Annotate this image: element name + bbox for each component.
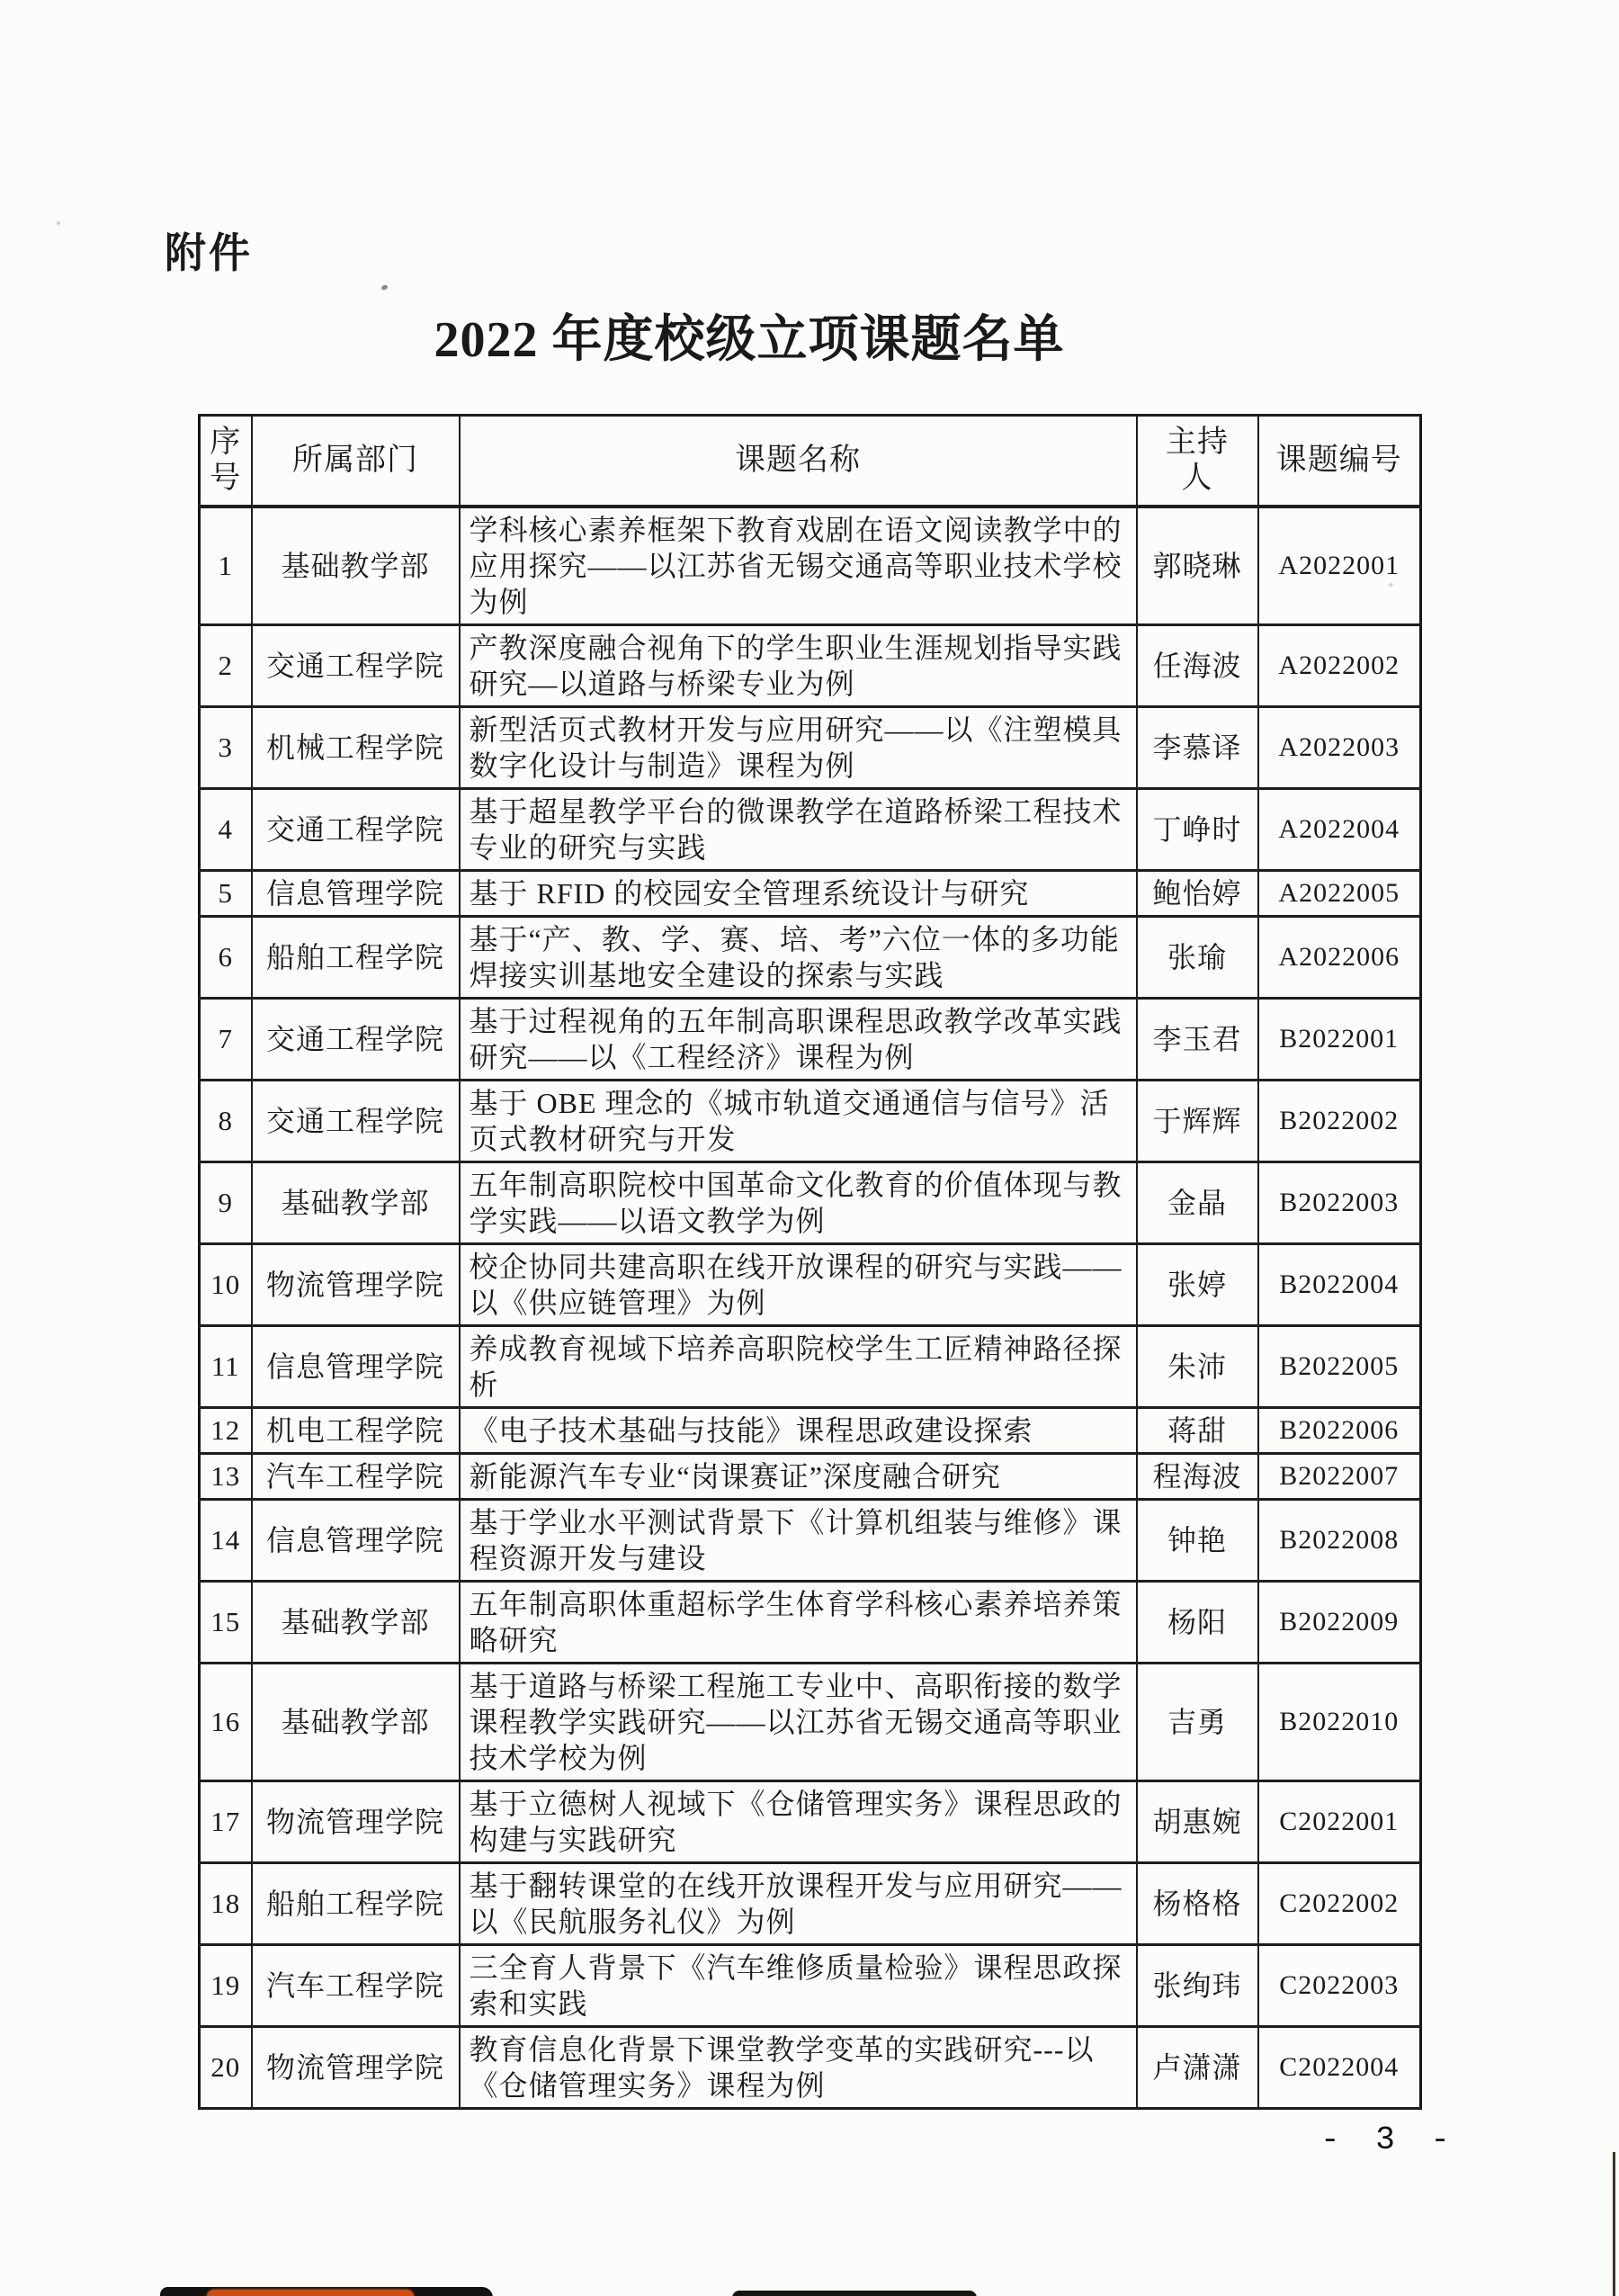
- cell-code: B2022005: [1258, 1326, 1421, 1408]
- table-row: [200, 625, 1421, 707]
- table-row: [200, 2027, 1421, 2109]
- cell-leader: 郭晓琳: [1137, 507, 1258, 625]
- cell-leader: 李慕译: [1137, 707, 1258, 789]
- cell-code: A2022005: [1258, 871, 1421, 917]
- cell-project-title: 基于翻转课堂的在线开放课程开发与应用研究——以《民航服务礼仪》为例: [460, 1863, 1137, 1945]
- table-row: [200, 1500, 1421, 1582]
- table-row: [200, 507, 1421, 625]
- cell-leader: 钟艳: [1137, 1500, 1258, 1582]
- cell-department: 物流管理学院: [252, 1781, 460, 1863]
- cell-project-title: 产教深度融合视角下的学生职业生涯规划指导实践研究—以道路与桥梁专业为例: [460, 625, 1137, 707]
- table-row: [200, 999, 1421, 1081]
- table-body: [200, 507, 1421, 2109]
- cell-leader: 胡惠婉: [1137, 1781, 1258, 1863]
- cell-code: B2022004: [1258, 1244, 1421, 1326]
- cell-code: B2022007: [1258, 1454, 1421, 1500]
- cell-code: A2022002: [1258, 625, 1421, 707]
- scan-speck: [1389, 583, 1393, 587]
- cell-no: 2: [200, 625, 252, 707]
- cell-leader: 张绚玮: [1137, 1945, 1258, 2027]
- cell-code: B2022009: [1258, 1582, 1421, 1664]
- cell-project-title: 五年制高职体重超标学生体育学科核心素养培养策略研究: [460, 1582, 1137, 1664]
- cell-project-title: 基于立德树人视域下《仓储管理实务》课程思政的构建与实践研究: [460, 1781, 1137, 1863]
- cell-department: 基础教学部: [252, 1582, 460, 1664]
- cell-department: 交通工程学院: [252, 625, 460, 707]
- cell-no: 7: [200, 999, 252, 1081]
- table-row: [200, 1454, 1421, 1500]
- cell-project-title: 三全育人背景下《汽车维修质量检验》课程思政探索和实践: [460, 1945, 1137, 2027]
- cell-code: C2022002: [1258, 1863, 1421, 1945]
- cell-project-title: 养成教育视域下培养高职院校学生工匠精神路径探析: [460, 1326, 1137, 1408]
- cell-code: A2022006: [1258, 917, 1421, 999]
- cell-no: 6: [200, 917, 252, 999]
- header-project-title: [460, 416, 1137, 507]
- cell-department: 信息管理学院: [252, 1326, 460, 1408]
- cell-project-title: 《电子技术基础与技能》课程思政建设探索: [460, 1408, 1137, 1454]
- header-code: [1258, 416, 1421, 507]
- cell-no: 5: [200, 871, 252, 917]
- cell-no: 16: [200, 1664, 252, 1781]
- cell-no: 3: [200, 707, 252, 789]
- cell-leader: 杨格格: [1137, 1863, 1258, 1945]
- cell-leader: 丁峥时: [1137, 789, 1258, 871]
- cell-department: 物流管理学院: [252, 2027, 460, 2109]
- cell-no: 11: [200, 1326, 252, 1408]
- cell-no: 19: [200, 1945, 252, 2027]
- cell-no: 10: [200, 1244, 252, 1326]
- cell-leader: 蒋甜: [1137, 1408, 1258, 1454]
- cell-no: 17: [200, 1781, 252, 1863]
- cell-project-title: 基于学业水平测试背景下《计算机组装与维修》课程资源开发与建设: [460, 1500, 1137, 1582]
- cell-leader: 金晶: [1137, 1162, 1258, 1244]
- cell-no: 20: [200, 2027, 252, 2109]
- cell-no: 18: [200, 1863, 252, 1945]
- cell-department: 信息管理学院: [252, 871, 460, 917]
- cell-leader: 朱沛: [1137, 1326, 1258, 1408]
- cell-no: 9: [200, 1162, 252, 1244]
- cell-department: 汽车工程学院: [252, 1945, 460, 2027]
- cell-department: 基础教学部: [252, 507, 460, 625]
- header-no: [200, 416, 252, 507]
- table-row: [200, 1945, 1421, 2027]
- cell-code: B2022002: [1258, 1081, 1421, 1162]
- cell-project-title: 五年制高职院校中国革命文化教育的价值体现与教学实践——以语文教学为例: [460, 1162, 1137, 1244]
- cell-leader: 张瑜: [1137, 917, 1258, 999]
- scan-speck: [380, 284, 388, 291]
- cell-code: B2022006: [1258, 1408, 1421, 1454]
- cell-project-title: 新型活页式教材开发与应用研究——以《注塑模具数字化设计与制造》课程为例: [460, 707, 1137, 789]
- cell-department: 物流管理学院: [252, 1244, 460, 1326]
- cell-department: 基础教学部: [252, 1664, 460, 1781]
- cell-department: 船舶工程学院: [252, 1863, 460, 1945]
- page-number: - 3 -: [1320, 2121, 1459, 2158]
- cell-project-title: 校企协同共建高职在线开放课程的研究与实践——以《供应链管理》为例: [460, 1244, 1137, 1326]
- header-leader-label: 主持人: [1166, 426, 1229, 495]
- cell-code: C2022003: [1258, 1945, 1421, 2027]
- cell-project-title: 基于道路与桥梁工程施工专业中、高职衔接的数学课程教学实践研究——以江苏省无锡交通高等职业技术学校为例: [460, 1664, 1137, 1781]
- cell-no: 8: [200, 1081, 252, 1162]
- cell-leader: 程海波: [1137, 1454, 1258, 1500]
- scan-speck: [486, 1484, 489, 1492]
- cell-code: B2022008: [1258, 1500, 1421, 1582]
- table-row: [200, 1863, 1421, 1945]
- cell-leader: 李玉君: [1137, 999, 1258, 1081]
- table-row: [200, 1162, 1421, 1244]
- cell-code: C2022001: [1258, 1781, 1421, 1863]
- cell-leader: 任海波: [1137, 625, 1258, 707]
- cell-project-title: 新能源汽车专业“岗课赛证”深度融合研究: [460, 1454, 1137, 1500]
- cell-code: B2022003: [1258, 1162, 1421, 1244]
- header-department-label: 所属部门: [292, 444, 418, 477]
- cell-project-title: 基于“产、教、学、赛、培、考”六位一体的多功能焊接实训基地安全建设的探索与实践: [460, 917, 1137, 999]
- cell-no: 13: [200, 1454, 252, 1500]
- cell-department: 船舶工程学院: [252, 917, 460, 999]
- project-table: [198, 414, 1422, 2110]
- cell-project-title: 教育信息化背景下课堂教学变革的实践研究---以《仓储管理实务》课程为例: [460, 2027, 1137, 2109]
- cell-no: 15: [200, 1582, 252, 1664]
- attachment-label: 附件: [165, 230, 253, 276]
- scan-edge-line: [1613, 2152, 1615, 2296]
- header-project-title-label: 课题名称: [735, 444, 861, 477]
- table-row: [200, 1582, 1421, 1664]
- scan-speck: [57, 221, 60, 225]
- table-row: [200, 1408, 1421, 1454]
- cell-no: 14: [200, 1500, 252, 1582]
- cell-code: A2022004: [1258, 789, 1421, 871]
- cell-project-title: 基于超星教学平台的微课教学在道路桥梁工程技术专业的研究与实践: [460, 789, 1137, 871]
- cell-no: 1: [200, 507, 252, 625]
- table-row: [200, 1081, 1421, 1162]
- cell-project-title: 基于 OBE 理念的《城市轨道交通通信与信号》活页式教材研究与开发: [460, 1081, 1137, 1162]
- cell-code: C2022004: [1258, 2027, 1421, 2109]
- cell-department: 机电工程学院: [252, 1408, 460, 1454]
- scan-artifact-glow: [207, 2290, 414, 2296]
- cell-department: 汽车工程学院: [252, 1454, 460, 1500]
- cell-leader: 于辉辉: [1137, 1081, 1258, 1162]
- header-leader: [1137, 416, 1258, 507]
- header-code-label: 课题编号: [1275, 444, 1402, 477]
- cell-leader: 鲍怡婷: [1137, 871, 1258, 917]
- cell-code: B2022010: [1258, 1664, 1421, 1781]
- page-title: 2022 年度校级立项课题名单: [434, 312, 1065, 368]
- table-row: [200, 1664, 1421, 1781]
- header-department: [252, 416, 460, 507]
- table-header: [200, 416, 1421, 507]
- cell-no: 4: [200, 789, 252, 871]
- scan-artifact-bar: [732, 2291, 977, 2296]
- cell-department: 基础教学部: [252, 1162, 460, 1244]
- cell-department: 交通工程学院: [252, 999, 460, 1081]
- table-row: [200, 1781, 1421, 1863]
- table-row: [200, 917, 1421, 999]
- cell-leader: 杨阳: [1137, 1582, 1258, 1664]
- cell-project-title: 学科核心素养框架下教育戏剧在语文阅读教学中的应用探究——以江苏省无锡交通高等职业技术学校为例: [460, 507, 1137, 625]
- table-row: [200, 707, 1421, 789]
- cell-leader: 卢潇潇: [1137, 2027, 1258, 2109]
- cell-project-title: 基于过程视角的五年制高职课程思政教学改革实践研究——以《工程经济》课程为例: [460, 999, 1137, 1081]
- table-row: [200, 1244, 1421, 1326]
- table-row: [200, 789, 1421, 871]
- header-no-label: 序号: [210, 426, 242, 495]
- cell-department: 交通工程学院: [252, 789, 460, 871]
- cell-department: 信息管理学院: [252, 1500, 460, 1582]
- scan-artifact-bar: [160, 2287, 493, 2296]
- cell-leader: 吉勇: [1137, 1664, 1258, 1781]
- table-row: [200, 871, 1421, 917]
- cell-code: B2022001: [1258, 999, 1421, 1081]
- cell-department: 机械工程学院: [252, 707, 460, 789]
- cell-project-title: 基于 RFID 的校园安全管理系统设计与研究: [460, 871, 1137, 917]
- cell-no: 12: [200, 1408, 252, 1454]
- cell-code: A2022001: [1258, 507, 1421, 625]
- cell-department: 交通工程学院: [252, 1081, 460, 1162]
- table-row: [200, 1326, 1421, 1408]
- cell-code: A2022003: [1258, 707, 1421, 789]
- table-header-row: [200, 416, 1421, 507]
- cell-leader: 张婷: [1137, 1244, 1258, 1326]
